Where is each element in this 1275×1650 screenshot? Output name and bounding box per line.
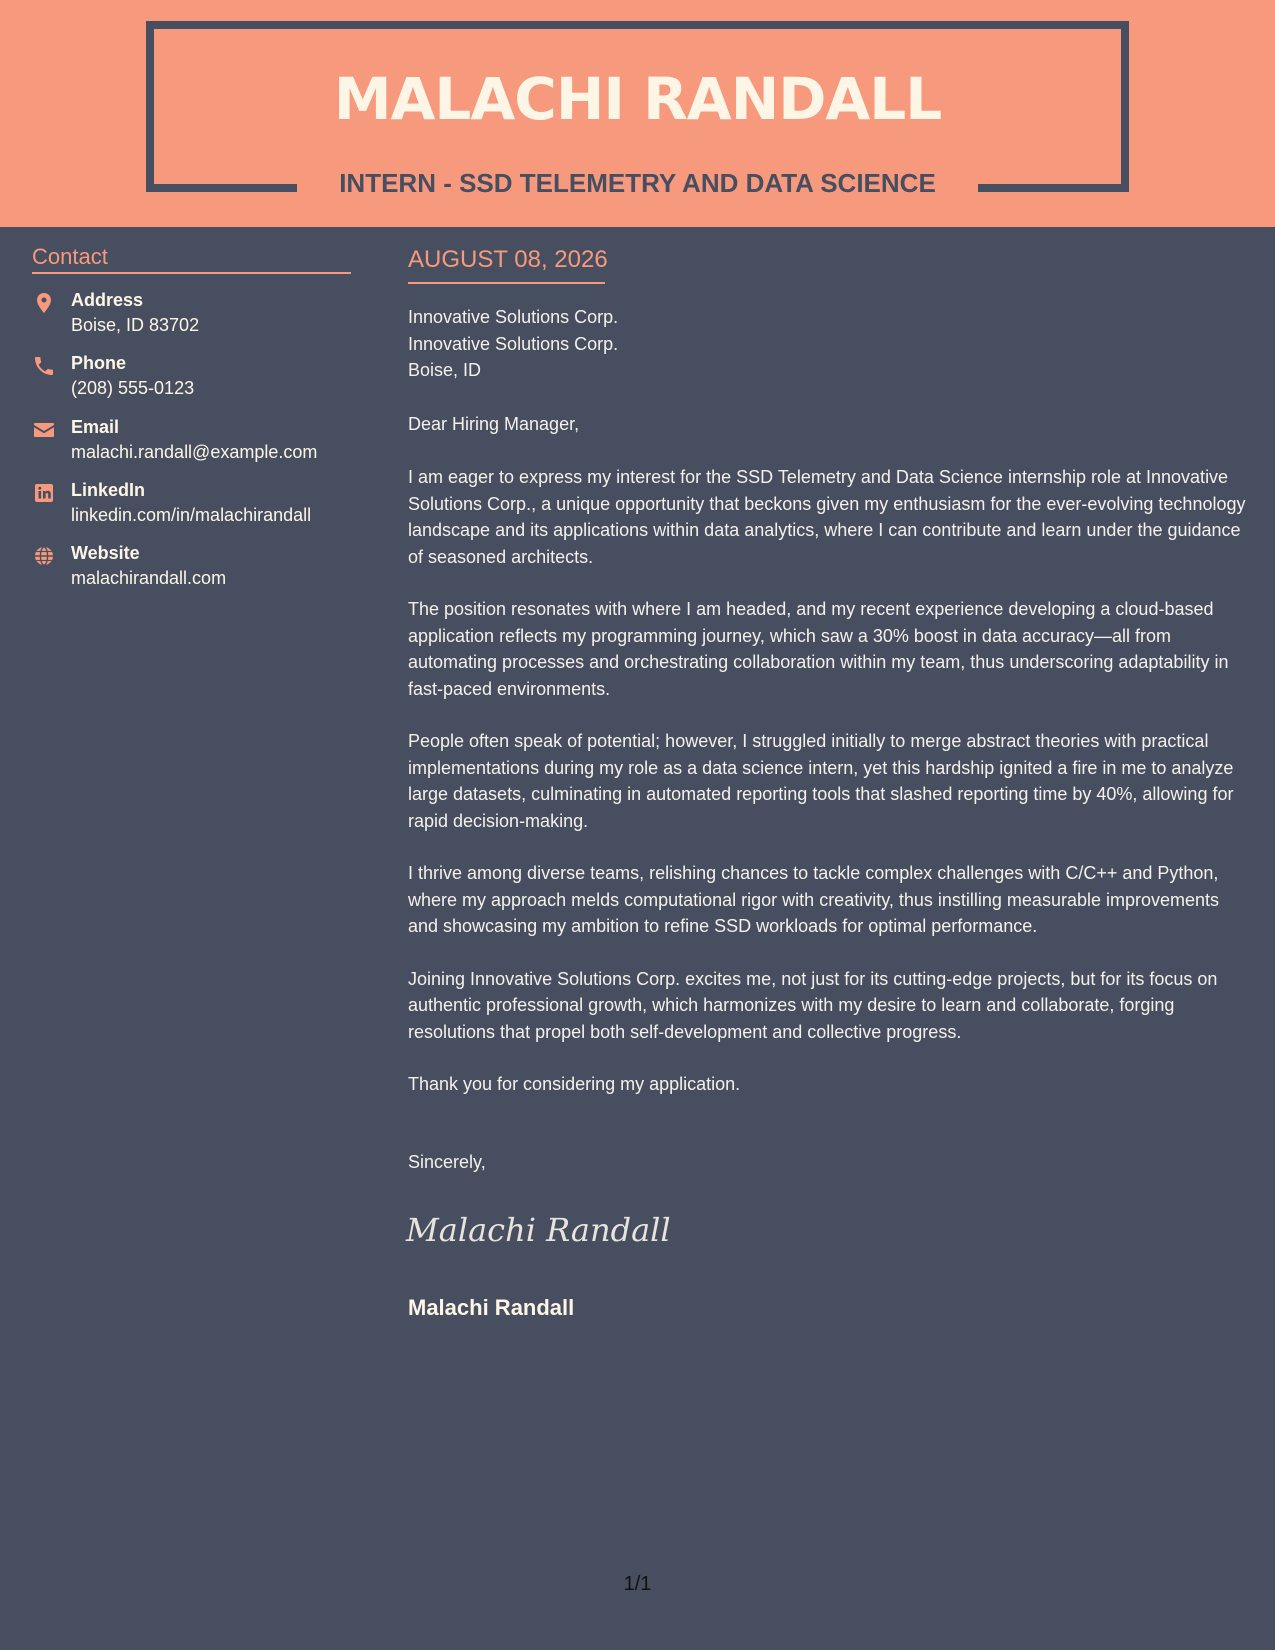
- contact-label: LinkedIn: [71, 480, 146, 500]
- contact-email: [32, 414, 362, 466]
- contact-value: malachirandall.com: [71, 568, 227, 588]
- recipient-line: Innovative Solutions Corp.: [408, 333, 619, 354]
- letter-paragraph: The position resonates with where I am headed, and my recent experience developing a cloud-based application reflects my programming journey, which saw a 30% boost in data accuracy—all from automating processes and orchestrating collaboration within my team, thus underscoring adaptability in fast-paced environments.: [408, 599, 1229, 699]
- contact-website: [32, 540, 362, 592]
- letter-date: AUGUST 08, 2026: [408, 246, 608, 273]
- salutation: Dear Hiring Manager,: [408, 414, 580, 434]
- letter-paragraph: I am eager to express my interest for the SSD Telemetry and Data Science internship role at Innovative Solutions Corp., a unique opportunity that beckons given my enthusiasm for the ever-evolving technology landscape and its applications within data analytics, where I can contribute and learn under the guidance of seasoned architects.: [408, 467, 1246, 567]
- contact-label: Address: [71, 290, 144, 310]
- job-title: INTERN - SSD TELEMETRY AND DATA SCIENCE: [339, 168, 936, 198]
- letter-paragraph: Thank you for considering my application.: [408, 1074, 741, 1094]
- contact-phone: [32, 350, 362, 402]
- map-pin-icon: [32, 291, 56, 315]
- page-number: 1/1: [623, 1573, 652, 1595]
- letter-paragraph: People often speak of potential; however, I struggled initially to merge abstract theories with practical implementations during my role as a data science intern, yet this hardship ignited a fire in me to analyze large datasets, culminating in automated reporting tools that slashed reporting time by 40%, allowing for rapid decision-making.: [408, 731, 1234, 831]
- letter-paragraph: Joining Innovative Solutions Corp. excites me, not just for its cutting-edge projects, but for its focus on authentic professional growth, which harmonizes with my desire to learn and collaborate, forging resolutions that propel both self-development and collective progress.: [408, 968, 1218, 1042]
- header-banner: [0, 0, 1275, 227]
- closing: Sincerely,: [408, 1152, 486, 1172]
- envelope-icon: [32, 418, 56, 442]
- linkedin-icon: [32, 481, 56, 505]
- globe-icon: [32, 544, 56, 568]
- contact-heading: Contact: [32, 244, 108, 269]
- contact-divider: [32, 272, 351, 274]
- letter-paragraph: I thrive among diverse teams, relishing chances to tackle complex challenges with C/C++ and Python, where my approach melds computational rigor with creativity, thus instilling measurable improvements and showcasing my ambition to refine SSD workloads for optimal performance.: [408, 863, 1220, 936]
- contact-label: Phone: [71, 353, 127, 373]
- signature: Malachi Randall: [406, 1211, 671, 1249]
- header-frame-top: [146, 21, 1129, 29]
- contact-label: Website: [71, 543, 140, 563]
- applicant-name: MALACHI RANDALL: [333, 65, 942, 133]
- recipient-line: Boise, ID: [408, 360, 482, 380]
- date-underline: [408, 282, 605, 284]
- contact-value: linkedin.com/in/malachirandall: [71, 505, 312, 525]
- contact-linkedin: [32, 477, 362, 529]
- recipient-line: Innovative Solutions Corp.: [408, 307, 619, 327]
- phone-icon: [32, 354, 56, 378]
- contact-value: (208) 555-0123: [71, 378, 195, 398]
- contact-label: Email: [71, 417, 120, 437]
- contact-value: malachi.randall@example.com: [71, 442, 318, 462]
- contact-address: [32, 287, 362, 339]
- recipient-block: [408, 304, 618, 384]
- letter-body: [408, 464, 1246, 1124]
- contact-value: Boise, ID 83702: [71, 315, 200, 335]
- signer-name: Malachi Randall: [408, 1295, 575, 1320]
